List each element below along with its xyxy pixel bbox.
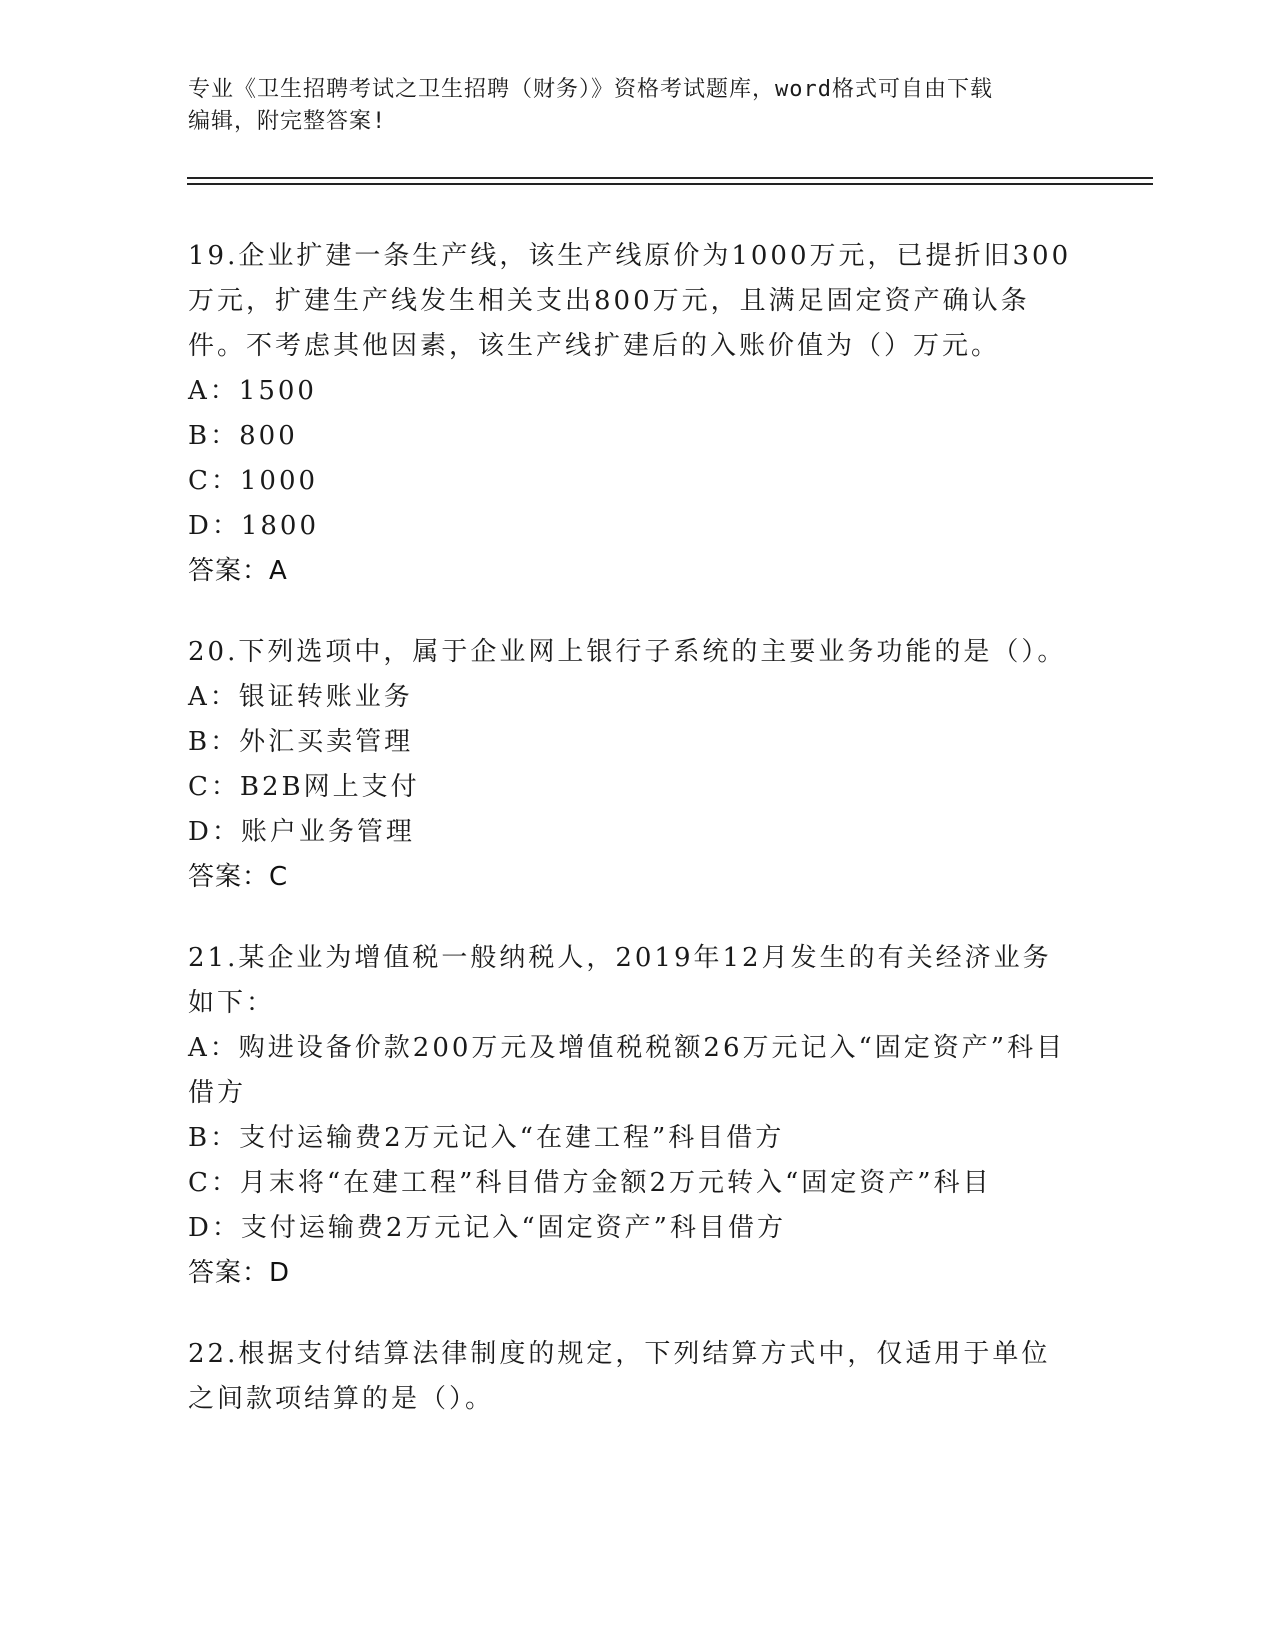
option-c: C：B2B网上支付 xyxy=(188,772,420,802)
question-20 xyxy=(188,630,1078,900)
option-a: A：1500 xyxy=(188,376,317,406)
option-c: C：月末将“在建工程”科目借方金额2万元转入“固定资产”科目 xyxy=(188,1168,992,1198)
answer-text: 答案：D xyxy=(188,1258,291,1288)
header-divider-top xyxy=(187,177,1153,179)
option-b: B：支付运输费2万元记入“在建工程”科目借方 xyxy=(188,1123,785,1153)
option-d: D：账户业务管理 xyxy=(188,817,415,847)
header-divider-bottom xyxy=(187,183,1153,185)
question-text: 22.根据支付结算法律制度的规定，下列结算方式中，仅适用于单位之间款项结算的是（）。 xyxy=(188,1339,1051,1414)
question-text: 21.某企业为增值税一般纳税人，2019年12月发生的有关经济业务如下： xyxy=(188,943,1052,1018)
question-19 xyxy=(188,234,1078,594)
option-b: B：外汇买卖管理 xyxy=(188,727,414,757)
option-c: C：1000 xyxy=(188,466,319,496)
question-22 xyxy=(188,1332,1078,1422)
question-list xyxy=(188,234,1078,1458)
option-d: D：支付运输费2万元记入“固定资产”科目借方 xyxy=(188,1213,786,1243)
header-line-2: 编辑，附完整答案! xyxy=(188,109,387,134)
option-d: D：1800 xyxy=(188,511,320,541)
question-text: 19.企业扩建一条生产线，该生产线原价为1000万元，已提折旧300万元，扩建生产线发生相关支出800万元，且满足固定资产确认条件。不考虑其他因素，该生产线扩建后的入账价值为（）万元。 xyxy=(188,241,1072,361)
option-b: B：800 xyxy=(188,421,298,451)
option-a: A：银证转账业务 xyxy=(188,682,413,712)
document-header xyxy=(188,74,1088,138)
question-21 xyxy=(188,936,1078,1296)
header-line-1: 专业《卫生招聘考试之卫生招聘（财务）》资格考试题库，word格式可自由下载 xyxy=(188,77,993,102)
question-text: 20.下列选项中，属于企业网上银行子系统的主要业务功能的是（）。 xyxy=(188,637,1067,667)
option-a: A：购进设备价款200万元及增值税税额26万元记入“固定资产”科目借方 xyxy=(188,1033,1066,1108)
answer-text: 答案：C xyxy=(188,862,289,892)
answer-text: 答案：A xyxy=(188,556,288,586)
